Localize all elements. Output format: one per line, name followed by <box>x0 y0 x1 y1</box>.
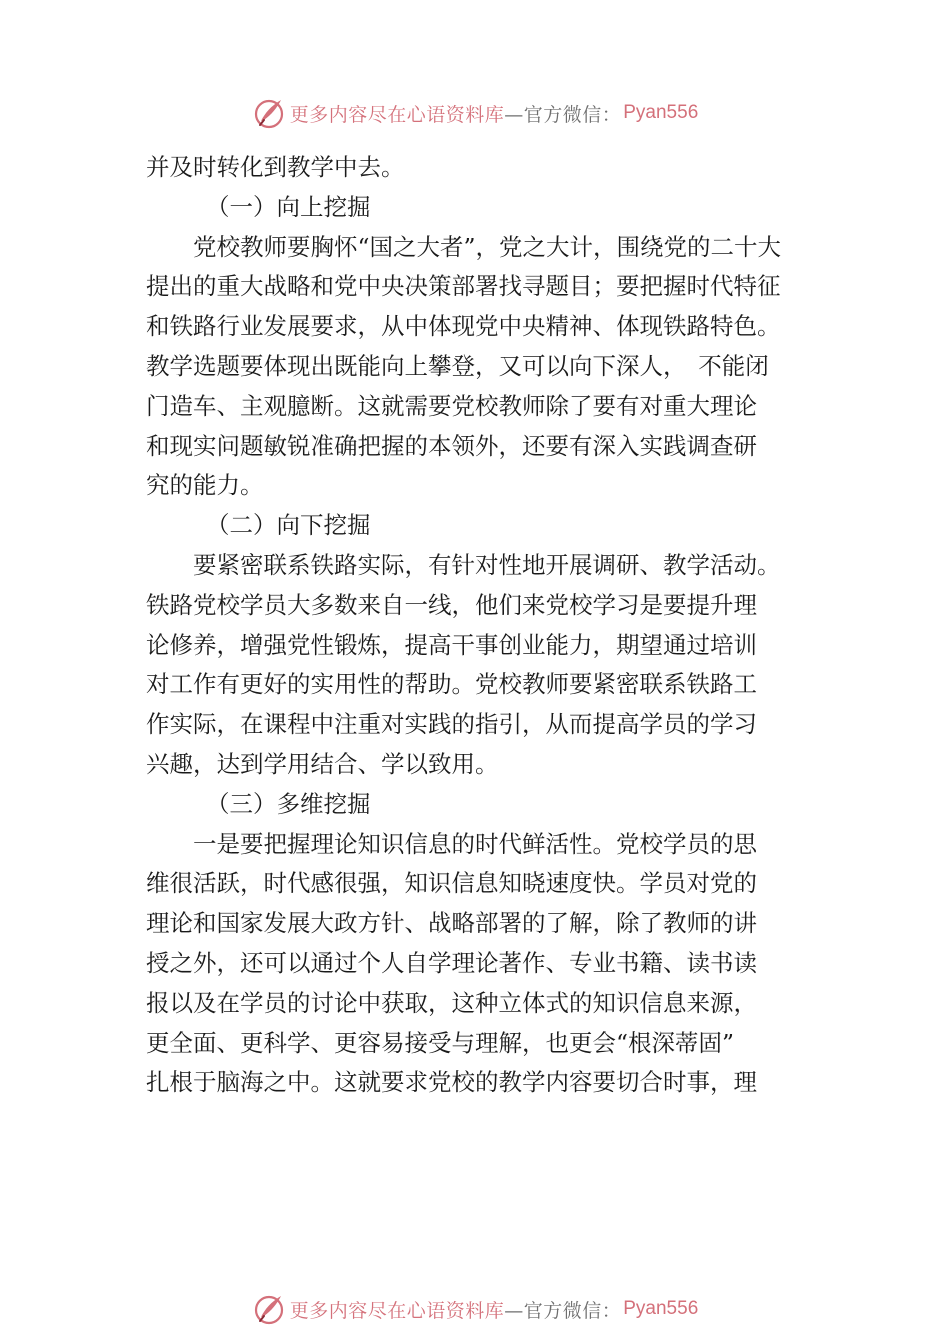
body-line: 报以及在学员的讨论中获取，这种立体式的知识信息来源， <box>146 988 757 1017</box>
paragraph-start: 党校教师要胸怀“国之大者”，党之大计，围绕党的二十大 <box>193 232 782 261</box>
body-line: 理论和国家发展大政方针、战略部署的了解，除了教师的讲 <box>146 909 757 938</box>
body-line: 作实际，在课程中注重对实践的指引，从而提高学员的学习 <box>146 710 757 739</box>
quill-seal-icon <box>252 96 286 130</box>
watermark-wechat-id: Pyan556 <box>623 1298 699 1319</box>
paragraph-start: 一是要把握理论知识信息的时代鲜活性。党校学员的思 <box>193 829 757 858</box>
body-line: 提出的重大战略和党中央决策部署找寻题目；要把握时代特征 <box>146 272 781 301</box>
body-line: 论修养，增强党性锻炼，提高干事创业能力，期望通过培训 <box>146 630 757 659</box>
body-line: 并及时转化到教学中去。 <box>146 153 405 181</box>
body-line: 更全面、更科学、更容易接受与理解，也更会“根深蒂固” <box>146 1028 735 1057</box>
section-heading-3: （三）多维挖掘 <box>206 789 371 818</box>
body-line: 扎根于脑海之中。这就要求党校的教学内容要切合时事，理 <box>146 1068 757 1097</box>
body-line: 门造车、主观臆断。这就需要党校教师除了要有对重大理论 <box>146 391 757 420</box>
watermark-brand: 更多内容尽在心语资料库 <box>289 1299 505 1322</box>
watermark-brand: 更多内容尽在心语资料库 <box>289 103 505 126</box>
document-body <box>146 148 826 1103</box>
watermark-official-wechat: —官方微信： <box>504 1299 622 1322</box>
paragraph-start: 要紧密联系铁路实际，有针对性地开展调研、教学活动。 <box>193 550 781 579</box>
body-line: 和铁路行业发展要求，从中体现党中央精神、体现铁路特色。 <box>146 312 781 341</box>
body-line: 授之外，还可以通过个人自学理论著作、专业书籍、读书读 <box>146 948 757 977</box>
section-heading-2: （二）向下挖掘 <box>206 511 371 540</box>
quill-seal-icon <box>252 1292 286 1326</box>
body-line: 兴趣，达到学用结合、学以致用。 <box>146 749 499 778</box>
footer-watermark <box>0 1291 950 1327</box>
body-line: 铁路党校学员大多数来自一线，他们来党校学习是要提升理 <box>146 590 757 619</box>
body-line: 教学选题要体现出既能向上攀登，又可以向下深人， 不能闭 <box>146 351 769 380</box>
watermark-wechat-id: Pyan556 <box>623 102 699 123</box>
header-watermark <box>0 95 950 131</box>
watermark-official-wechat: —官方微信： <box>504 103 622 126</box>
body-line: 维很活跃，时代感很强，知识信息知晓速度快。学员对党的 <box>146 869 757 898</box>
body-line: 对工作有更好的实用性的帮助。党校教师要紧密联系铁路工 <box>146 670 757 699</box>
body-line: 和现实问题敏锐准确把握的本领外，还要有深入实践调查研 <box>146 431 757 460</box>
body-line: 究的能力。 <box>146 471 264 500</box>
section-heading-1: （一）向上挖掘 <box>206 192 371 221</box>
